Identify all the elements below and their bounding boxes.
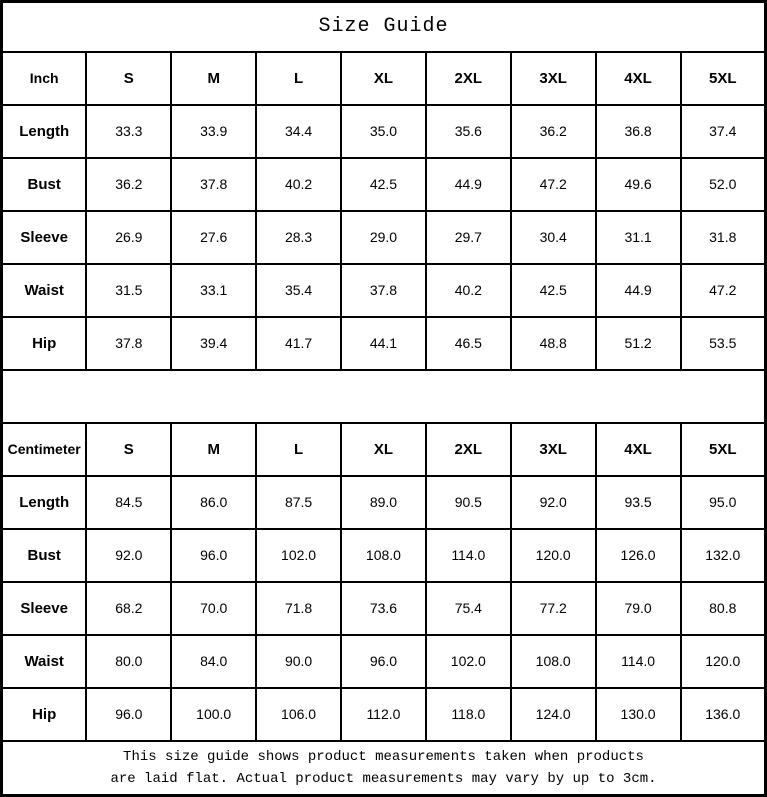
measurement-value: 136.0 bbox=[681, 688, 766, 741]
measurement-label: Sleeve bbox=[2, 211, 87, 264]
measurement-value: 102.0 bbox=[256, 529, 341, 582]
measurement-value: 36.2 bbox=[86, 158, 171, 211]
measurement-value: 26.9 bbox=[86, 211, 171, 264]
measurement-value: 77.2 bbox=[511, 582, 596, 635]
measurement-value: 130.0 bbox=[596, 688, 681, 741]
measurement-row bbox=[2, 582, 766, 635]
size-column-header: M bbox=[171, 52, 256, 105]
measurement-value: 73.6 bbox=[341, 582, 426, 635]
measurement-value: 124.0 bbox=[511, 688, 596, 741]
measurement-value: 36.2 bbox=[511, 105, 596, 158]
measurement-row bbox=[2, 688, 766, 741]
measurement-value: 132.0 bbox=[681, 529, 766, 582]
size-column-header: 2XL bbox=[426, 52, 511, 105]
measurement-value: 75.4 bbox=[426, 582, 511, 635]
measurement-value: 120.0 bbox=[511, 529, 596, 582]
size-header-row bbox=[2, 52, 766, 105]
size-column-header: L bbox=[256, 52, 341, 105]
measurement-value: 96.0 bbox=[341, 635, 426, 688]
measurement-row bbox=[2, 158, 766, 211]
measurement-value: 95.0 bbox=[681, 476, 766, 529]
measurement-value: 31.5 bbox=[86, 264, 171, 317]
measurement-value: 39.4 bbox=[171, 317, 256, 370]
measurement-value: 89.0 bbox=[341, 476, 426, 529]
measurement-value: 70.0 bbox=[171, 582, 256, 635]
measurement-value: 108.0 bbox=[341, 529, 426, 582]
measurement-value: 92.0 bbox=[86, 529, 171, 582]
measurement-value: 33.3 bbox=[86, 105, 171, 158]
measurement-label: Bust bbox=[2, 158, 87, 211]
measurement-value: 34.4 bbox=[256, 105, 341, 158]
measurement-value: 90.5 bbox=[426, 476, 511, 529]
measurement-value: 31.8 bbox=[681, 211, 766, 264]
measurement-label: Hip bbox=[2, 317, 87, 370]
measurement-value: 44.9 bbox=[426, 158, 511, 211]
measurement-value: 96.0 bbox=[171, 529, 256, 582]
measurement-value: 84.0 bbox=[171, 635, 256, 688]
size-column-header: 4XL bbox=[596, 423, 681, 476]
measurement-value: 35.4 bbox=[256, 264, 341, 317]
size-column-header: XL bbox=[341, 423, 426, 476]
measurement-value: 102.0 bbox=[426, 635, 511, 688]
measurement-row bbox=[2, 105, 766, 158]
measurement-value: 37.8 bbox=[171, 158, 256, 211]
measurement-value: 36.8 bbox=[596, 105, 681, 158]
measurement-value: 40.2 bbox=[426, 264, 511, 317]
measurement-value: 114.0 bbox=[596, 635, 681, 688]
measurement-value: 44.9 bbox=[596, 264, 681, 317]
measurement-value: 31.1 bbox=[596, 211, 681, 264]
size-column-header: 3XL bbox=[511, 423, 596, 476]
measurement-value: 41.7 bbox=[256, 317, 341, 370]
measurement-value: 51.2 bbox=[596, 317, 681, 370]
title-row bbox=[2, 2, 766, 52]
measurement-value: 42.5 bbox=[511, 264, 596, 317]
measurement-value: 53.5 bbox=[681, 317, 766, 370]
measurement-value: 28.3 bbox=[256, 211, 341, 264]
measurement-value: 93.5 bbox=[596, 476, 681, 529]
measurement-label: Length bbox=[2, 105, 87, 158]
measurement-value: 87.5 bbox=[256, 476, 341, 529]
measurement-value: 114.0 bbox=[426, 529, 511, 582]
measurement-value: 27.6 bbox=[171, 211, 256, 264]
measurement-value: 47.2 bbox=[511, 158, 596, 211]
size-header-row bbox=[2, 423, 766, 476]
measurement-value: 33.9 bbox=[171, 105, 256, 158]
measurement-row bbox=[2, 635, 766, 688]
measurement-value: 40.2 bbox=[256, 158, 341, 211]
measurement-label: Bust bbox=[2, 529, 87, 582]
size-column-header: S bbox=[86, 423, 171, 476]
unit-label: Centimeter bbox=[2, 423, 87, 476]
measurement-value: 96.0 bbox=[86, 688, 171, 741]
size-column-header: L bbox=[256, 423, 341, 476]
measurement-value: 68.2 bbox=[86, 582, 171, 635]
measurement-row bbox=[2, 211, 766, 264]
measurement-value: 44.1 bbox=[341, 317, 426, 370]
measurement-value: 42.5 bbox=[341, 158, 426, 211]
measurement-value: 46.5 bbox=[426, 317, 511, 370]
size-column-header: 4XL bbox=[596, 52, 681, 105]
measurement-value: 126.0 bbox=[596, 529, 681, 582]
measurement-value: 100.0 bbox=[171, 688, 256, 741]
size-column-header: M bbox=[171, 423, 256, 476]
measurement-label: Length bbox=[2, 476, 87, 529]
measurement-value: 35.6 bbox=[426, 105, 511, 158]
measurement-value: 80.0 bbox=[86, 635, 171, 688]
measurement-label: Waist bbox=[2, 264, 87, 317]
footer-row bbox=[2, 741, 766, 796]
measurement-label: Sleeve bbox=[2, 582, 87, 635]
measurement-label: Hip bbox=[2, 688, 87, 741]
size-column-header: 5XL bbox=[681, 423, 766, 476]
measurement-value: 86.0 bbox=[171, 476, 256, 529]
measurement-row bbox=[2, 264, 766, 317]
measurement-value: 79.0 bbox=[596, 582, 681, 635]
unit-label: Inch bbox=[2, 52, 87, 105]
page-title: Size Guide bbox=[2, 2, 766, 52]
measurement-label: Waist bbox=[2, 635, 87, 688]
measurement-value: 71.8 bbox=[256, 582, 341, 635]
measurement-row bbox=[2, 529, 766, 582]
measurement-value: 37.8 bbox=[341, 264, 426, 317]
measurement-value: 48.8 bbox=[511, 317, 596, 370]
footer-note-line1: This size guide shows product measurements taken when products bbox=[123, 748, 644, 765]
measurement-value: 47.2 bbox=[681, 264, 766, 317]
size-column-header: 5XL bbox=[681, 52, 766, 105]
measurement-value: 106.0 bbox=[256, 688, 341, 741]
measurement-value: 108.0 bbox=[511, 635, 596, 688]
measurement-row bbox=[2, 317, 766, 370]
measurement-value: 80.8 bbox=[681, 582, 766, 635]
table-separator-row bbox=[2, 370, 766, 423]
size-column-header: 3XL bbox=[511, 52, 596, 105]
measurement-value: 92.0 bbox=[511, 476, 596, 529]
size-column-header: XL bbox=[341, 52, 426, 105]
measurement-value: 33.1 bbox=[171, 264, 256, 317]
measurement-value: 52.0 bbox=[681, 158, 766, 211]
measurement-value: 120.0 bbox=[681, 635, 766, 688]
size-column-header: 2XL bbox=[426, 423, 511, 476]
measurement-value: 29.7 bbox=[426, 211, 511, 264]
footer-note bbox=[2, 741, 766, 796]
measurement-value: 37.4 bbox=[681, 105, 766, 158]
measurement-value: 84.5 bbox=[86, 476, 171, 529]
table-separator-cell bbox=[2, 370, 766, 423]
size-column-header: S bbox=[86, 52, 171, 105]
measurement-value: 29.0 bbox=[341, 211, 426, 264]
measurement-value: 49.6 bbox=[596, 158, 681, 211]
measurement-value: 35.0 bbox=[341, 105, 426, 158]
measurement-row bbox=[2, 476, 766, 529]
measurement-value: 90.0 bbox=[256, 635, 341, 688]
measurement-value: 118.0 bbox=[426, 688, 511, 741]
footer-note-line2: are laid flat. Actual product measurements may vary by up to 3cm. bbox=[110, 770, 657, 787]
measurement-value: 37.8 bbox=[86, 317, 171, 370]
measurement-value: 30.4 bbox=[511, 211, 596, 264]
measurement-value: 112.0 bbox=[341, 688, 426, 741]
